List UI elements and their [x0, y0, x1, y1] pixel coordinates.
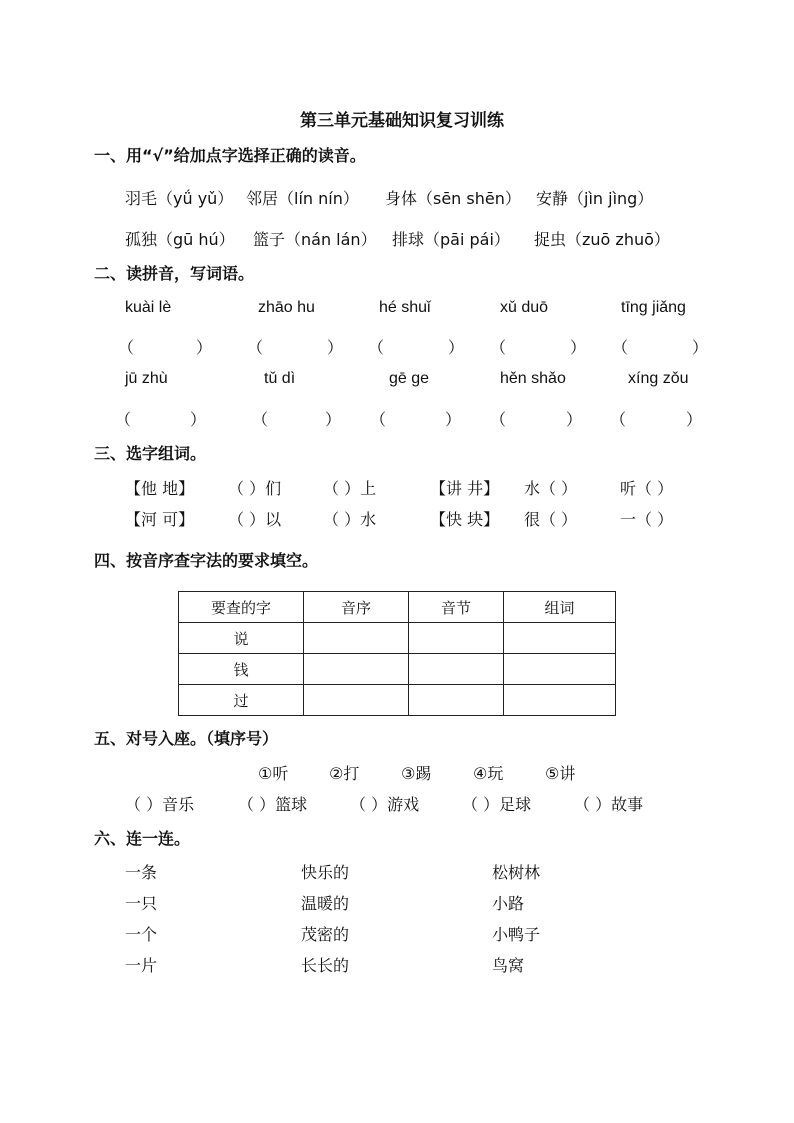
table-cell[interactable] — [504, 685, 616, 716]
fill-blank: 听（ ） — [620, 479, 674, 498]
table-cell: 过 — [179, 685, 304, 716]
pinyin-prompt: hé shuǐ — [379, 299, 431, 316]
table-header: 音序 — [304, 592, 409, 623]
fill-blank: （ ）游戏 — [350, 795, 420, 814]
answer-paren-open: （ — [368, 338, 385, 357]
match-item-left: 一只 — [125, 894, 158, 913]
fill-blank: （ ）足球 — [462, 795, 532, 814]
fill-blank: （ ）篮球 — [238, 795, 308, 814]
answer-paren-close: ） — [190, 410, 207, 429]
option-label: ⑤讲 — [545, 764, 576, 783]
answer-paren-close: ） — [570, 338, 587, 357]
answer-paren-open: （ — [247, 338, 264, 357]
answer-paren-open: （ — [252, 410, 269, 429]
fill-blank: （ ）音乐 — [125, 795, 195, 814]
char-choice: 【河 可】 — [125, 510, 195, 529]
section-1-heading: 一、用“√”给加点字选择正确的读音。 — [94, 146, 366, 165]
section-4-heading: 四、按音序查字法的要求填空。 — [94, 551, 319, 570]
q1-item: 篮子（nán lán） — [253, 230, 377, 249]
fill-blank: （ ）们 — [228, 479, 282, 498]
q1-item: 捉虫（zuō zhuō） — [534, 230, 670, 249]
match-item-middle: 快乐的 — [301, 863, 350, 882]
fill-blank: 很（ ） — [524, 510, 578, 529]
table-cell[interactable] — [409, 654, 504, 685]
q1-item: 羽毛（yǘ yǔ） — [125, 189, 234, 208]
pinyin-prompt: hěn shǎo — [500, 370, 566, 387]
answer-paren-open: （ — [612, 338, 629, 357]
table-cell[interactable] — [504, 654, 616, 685]
table-cell: 说 — [179, 623, 304, 654]
answer-paren-close: ） — [445, 410, 462, 429]
table-header-row — [179, 592, 616, 623]
q1-item: 邻居（lín nín） — [246, 189, 359, 208]
pinyin-prompt: tīng jiǎng — [621, 299, 686, 316]
answer-paren-open: （ — [490, 410, 507, 429]
q1-item: 孤独（gū hú） — [125, 230, 235, 249]
table-cell: 钱 — [179, 654, 304, 685]
pinyin-prompt: xíng zǒu — [628, 370, 689, 387]
section-6-heading: 六、连一连。 — [94, 829, 191, 848]
table-row — [179, 654, 616, 685]
answer-paren-close: ） — [196, 338, 213, 357]
lookup-table — [178, 591, 616, 716]
char-choice: 【快 块】 — [430, 510, 500, 529]
pinyin-prompt: xǔ duō — [500, 299, 549, 316]
table-cell[interactable] — [304, 623, 409, 654]
section-2-heading: 二、读拼音，写词语。 — [94, 264, 255, 283]
match-item-left: 一个 — [125, 925, 158, 944]
table-header: 组词 — [504, 592, 616, 623]
match-item-left: 一片 — [125, 956, 158, 975]
match-item-right: 鸟窝 — [492, 956, 525, 975]
table-cell[interactable] — [409, 623, 504, 654]
match-item-left: 一条 — [125, 863, 158, 882]
option-label: ③踢 — [401, 764, 432, 783]
q1-item: 排球（pāi pái） — [392, 230, 510, 249]
fill-blank: 水（ ） — [524, 479, 578, 498]
table-header: 音节 — [409, 592, 504, 623]
pinyin-prompt: kuài lè — [125, 299, 172, 316]
q1-item: 安静（jìn jìng） — [536, 189, 654, 208]
q1-item: 身体（sēn shēn） — [385, 189, 521, 208]
answer-paren-close: ） — [448, 338, 465, 357]
pinyin-prompt: zhāo hu — [258, 299, 315, 316]
answer-paren-close: ） — [327, 338, 344, 357]
char-choice: 【讲 井】 — [430, 479, 500, 498]
answer-paren-open: （ — [610, 410, 627, 429]
match-item-right: 小路 — [492, 894, 525, 913]
table-cell[interactable] — [304, 685, 409, 716]
match-item-middle: 温暖的 — [301, 894, 350, 913]
section-5-heading: 五、对号入座。（填序号） — [94, 729, 279, 748]
table-row — [179, 685, 616, 716]
match-item-middle: 长长的 — [301, 956, 350, 975]
pinyin-prompt: jū zhù — [125, 370, 168, 387]
fill-blank: （ ）故事 — [574, 795, 644, 814]
table-row — [179, 623, 616, 654]
option-label: ②打 — [329, 764, 360, 783]
answer-paren-open: （ — [370, 410, 387, 429]
answer-paren-open: （ — [118, 338, 135, 357]
char-choice: 【他 地】 — [125, 479, 195, 498]
answer-paren-close: ） — [325, 410, 342, 429]
pinyin-prompt: tǔ dì — [264, 370, 296, 387]
table-header: 要查的字 — [179, 592, 304, 623]
fill-blank: （ ）上 — [323, 479, 377, 498]
fill-blank: （ ）水 — [323, 510, 377, 529]
match-item-right: 小鸭子 — [492, 925, 541, 944]
table-cell[interactable] — [504, 623, 616, 654]
option-label: ①听 — [258, 764, 289, 783]
match-item-middle: 茂密的 — [301, 925, 350, 944]
answer-paren-close: ） — [686, 410, 703, 429]
pinyin-prompt: gē ge — [389, 370, 430, 387]
fill-blank: 一（ ） — [620, 510, 674, 529]
table-cell[interactable] — [304, 654, 409, 685]
page-title: 第三单元基础知识复习训练 — [300, 111, 504, 131]
fill-blank: （ ）以 — [228, 510, 282, 529]
answer-paren-open: （ — [115, 410, 132, 429]
table-cell[interactable] — [409, 685, 504, 716]
answer-paren-open: （ — [490, 338, 507, 357]
option-label: ④玩 — [473, 764, 504, 783]
answer-paren-close: ） — [692, 338, 709, 357]
section-3-heading: 三、选字组词。 — [94, 444, 207, 463]
answer-paren-close: ） — [566, 410, 583, 429]
match-item-right: 松树林 — [492, 863, 541, 882]
